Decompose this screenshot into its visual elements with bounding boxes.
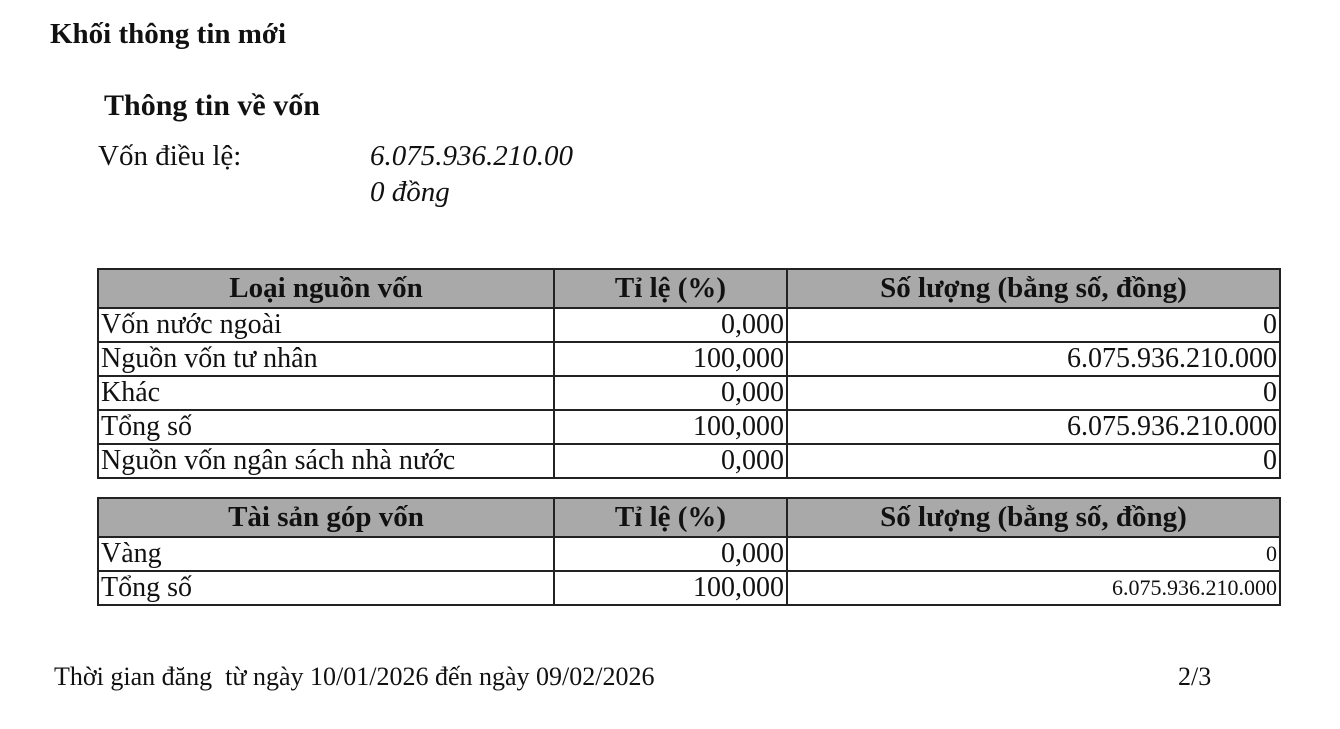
source-name: Vốn nước ngoài: [98, 308, 554, 342]
table-row: [98, 444, 1280, 478]
source-ratio: 100,000: [554, 410, 787, 444]
source-amount: 6.075.936.210.000: [787, 410, 1280, 444]
source-name: Nguồn vốn tư nhân: [98, 342, 554, 376]
table-row: [98, 308, 1280, 342]
column-header-asset-type: Tài sản góp vốn: [98, 498, 554, 537]
capital-sources-table: [97, 268, 1281, 479]
asset-name: Tổng số: [98, 571, 554, 605]
section-title: Thông tin về vốn: [104, 89, 320, 122]
source-ratio: 100,000: [554, 342, 787, 376]
posting-period: Thời gian đăng từ ngày 10/01/2026 đến ngày 09/02/2026: [54, 662, 655, 691]
column-header-amount: Số lượng (bằng số, đồng): [787, 498, 1280, 537]
source-amount: 0: [787, 376, 1280, 410]
source-amount: 6.075.936.210.000: [787, 342, 1280, 376]
contributed-assets-table: [97, 497, 1281, 606]
source-name: Tổng số: [98, 410, 554, 444]
asset-name: Vàng: [98, 537, 554, 571]
source-ratio: 0,000: [554, 376, 787, 410]
charter-capital-value-line1: 6.075.936.210.00: [370, 140, 573, 172]
table-header-row: [98, 269, 1280, 308]
source-name: Nguồn vốn ngân sách nhà nước: [98, 444, 554, 478]
asset-ratio: 100,000: [554, 571, 787, 605]
column-header-source-type: Loại nguồn vốn: [98, 269, 554, 308]
table-row-total: [98, 571, 1280, 605]
source-amount: 0: [787, 444, 1280, 478]
source-name: Khác: [98, 376, 554, 410]
source-ratio: 0,000: [554, 308, 787, 342]
asset-amount: 6.075.936.210.000: [787, 571, 1280, 605]
charter-capital-value-line2: 0 đồng: [370, 176, 450, 208]
block-title: Khối thông tin mới: [50, 18, 287, 50]
charter-capital-value: [370, 138, 573, 210]
asset-amount: 0: [787, 537, 1280, 571]
table-row: [98, 537, 1280, 571]
page-number: 2/3: [1178, 662, 1212, 691]
table-row-total: [98, 410, 1280, 444]
column-header-ratio: Tỉ lệ (%): [554, 498, 787, 537]
source-amount: 0: [787, 308, 1280, 342]
source-ratio: 0,000: [554, 444, 787, 478]
table-row: [98, 342, 1280, 376]
table-row: [98, 376, 1280, 410]
column-header-amount: Số lượng (bằng số, đồng): [787, 269, 1280, 308]
asset-ratio: 0,000: [554, 537, 787, 571]
column-header-ratio: Tỉ lệ (%): [554, 269, 787, 308]
charter-capital-label: Vốn điều lệ:: [98, 140, 242, 172]
table-header-row: [98, 498, 1280, 537]
